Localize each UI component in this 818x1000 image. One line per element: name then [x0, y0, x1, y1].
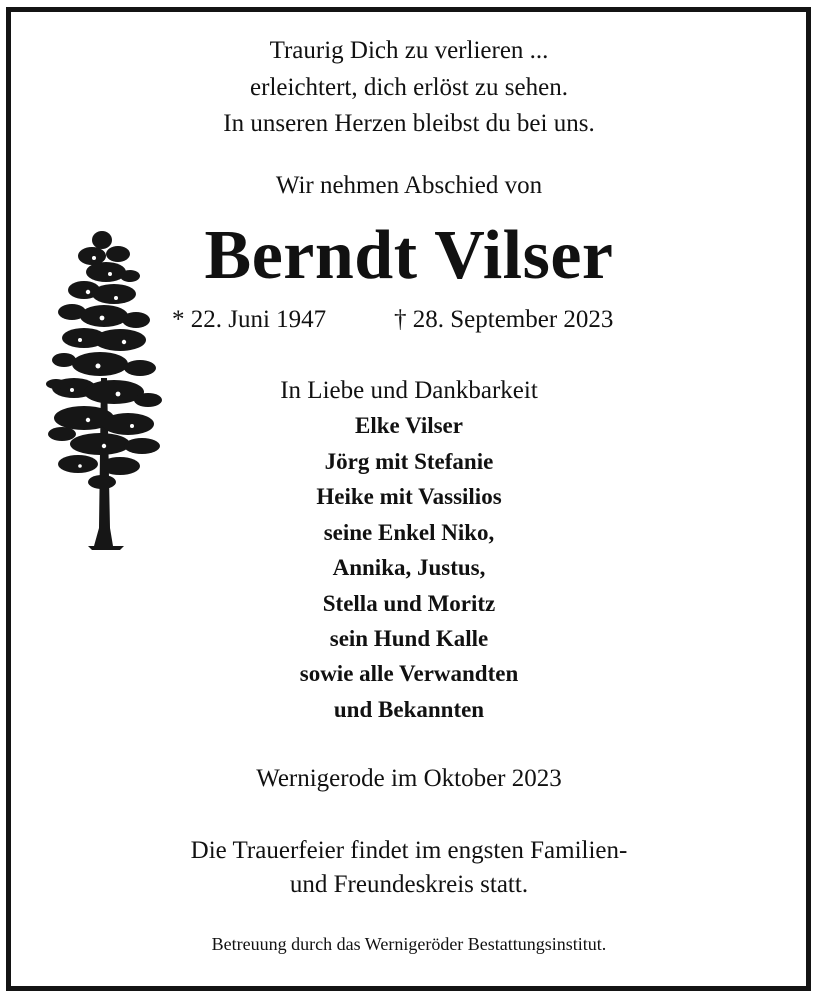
mourner-name: Stella und Moritz: [322, 591, 496, 616]
ceremony-line-1: Die Trauerfeier findet im engsten Familien-: [190, 837, 628, 864]
place-date: Wernigerode im Oktober 2023: [256, 765, 562, 792]
mourner-name: Elke Vilser: [355, 413, 463, 438]
mourner-name: Annika, Justus,: [332, 555, 486, 580]
mourners-heading: In Liebe und Dankbarkeit: [280, 377, 538, 404]
poem-line-3: In unseren Herzen bleibst du bei uns.: [223, 110, 595, 137]
mourner-name: Jörg mit Stefanie: [324, 449, 494, 474]
poem-line-1: Traurig Dich zu verlieren ...: [269, 37, 549, 64]
mourner-name: und Bekannten: [333, 697, 485, 722]
mourner-name: sein Hund Kalle: [329, 626, 489, 651]
funeral-home-credit: Betreuung durch das Wernigeröder Bestattungsinstitut.: [211, 934, 607, 954]
mourner-name: Heike mit Vassilios: [316, 484, 502, 509]
death-date: † 28. September 2023: [394, 306, 614, 333]
birth-date: * 22. Juni 1947: [172, 306, 327, 333]
mourner-name: seine Enkel Niko,: [323, 520, 495, 545]
ceremony-line-2: und Freundeskreis statt.: [289, 871, 529, 898]
mourner-name: sowie alle Verwandten: [299, 661, 519, 686]
poem-line-2: erleichtert, dich erlöst zu sehen.: [250, 74, 568, 101]
farewell-intro: Wir nehmen Abschied von: [275, 172, 543, 199]
deceased-name: Berndt Vilser: [204, 217, 614, 294]
